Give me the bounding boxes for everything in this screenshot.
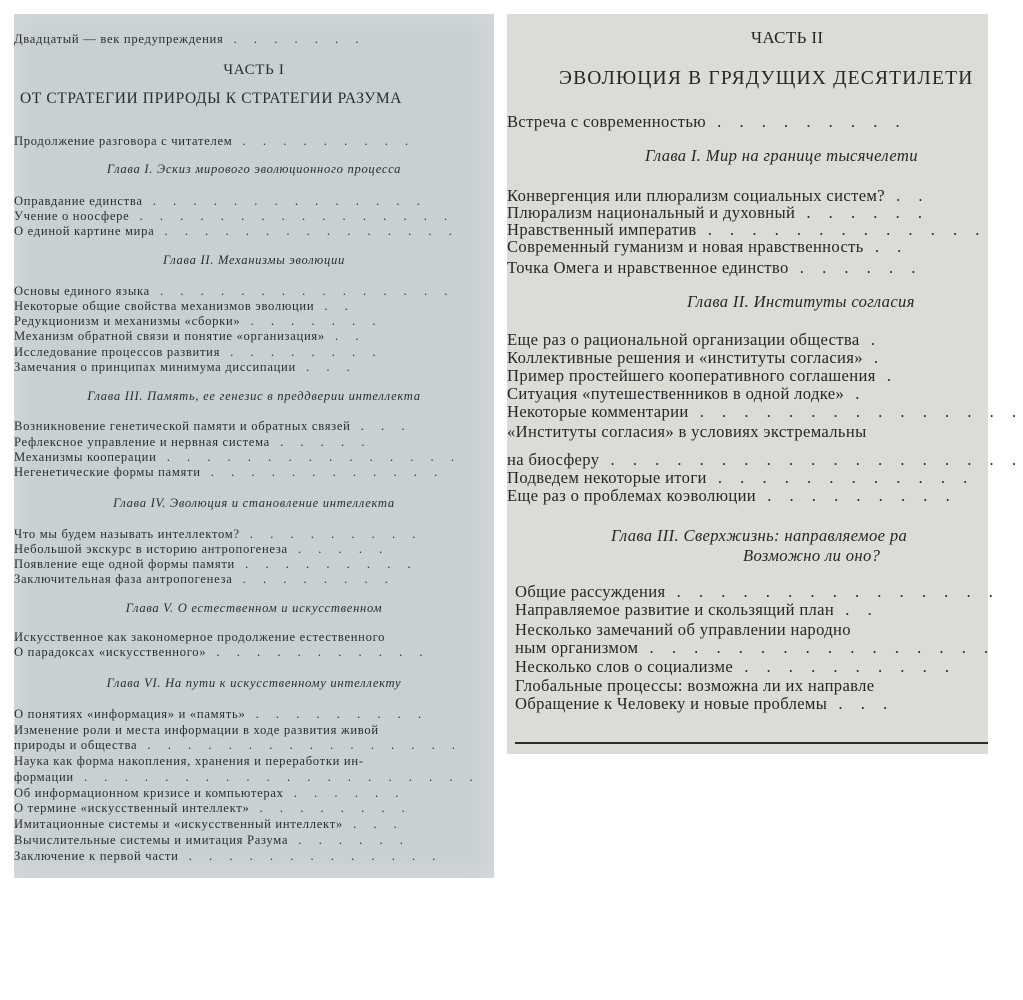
entry-text: Оправдание единства [14,194,143,208]
dot-leader: . . . . . . . . . . [733,657,957,676]
dot-leader: . . . . . . . . . [239,527,423,541]
entry-text: Точка Омега и нравственное единство [507,258,789,277]
toc-entry [14,527,422,542]
entry-text: О термине «искусственный интеллект» [14,801,250,815]
toc-entry [14,284,454,299]
entry-text: Учение о ноосфере [14,209,130,223]
entry-text: Имитационные системы и «искусственный интеллект» [14,817,343,831]
dot-leader: . . . . . . . . . [235,557,418,571]
entry-text: Коллективные решения и «институты согласия» [507,348,863,367]
dot-leader: . . . . . . . [240,314,383,328]
chapter-title-continued: Возможно ли оно? [743,546,881,565]
toc-entry [14,572,395,587]
toc-entry [507,348,885,368]
chapter-title: Глава I. Мир на границе тысячелети [645,146,918,165]
dot-leader: . . . . . . . . . . . . . [696,220,987,239]
dot-leader: . . . [342,817,404,831]
dot-leader: . . . . . . . . . . . [206,645,430,659]
toc-entry [14,645,430,660]
dot-leader: . . . . . . . . . [756,486,957,505]
entry-text: Конвергенция или плюрализм социальных систем? [507,186,885,205]
toc-entry [515,657,956,677]
dot-leader: . . . . . . . . . . . . . . . . [129,209,455,223]
entry-text: Что мы будем называть интеллектом? [14,527,240,541]
toc-entry [515,582,1000,602]
dot-leader: . . . . . . . . . [245,707,429,721]
toc-entry [507,237,908,257]
toc-entry [507,366,898,386]
toc-entry [14,738,462,753]
toc-entry [14,314,383,329]
dot-leader: . . [324,329,366,343]
dot-leader: . . [314,299,355,313]
dot-leader: . . . . . . . . [220,345,383,359]
toc-entry [14,707,428,722]
entry-text: Изменение роли и места информации в ходе развития живой [14,723,379,737]
toc-entry [14,801,412,816]
toc-entry [14,786,405,801]
entry-text: Об информационном кризисе и компьютерах [14,786,284,800]
dot-leader: . . . . . [269,435,372,449]
dot-leader: . . . . . . . . . . . . . . . . [638,638,996,657]
entry-text: «Институты согласия» в условиях экстремальны [507,422,867,441]
toc-entry [14,849,442,864]
toc-entry [507,486,957,506]
toc-entry [515,676,874,696]
dot-leader: . [875,366,898,385]
toc-entry [14,360,357,375]
entry-text: Вычислительные системы и имитация Разума [14,833,289,847]
entry-text: Редукционизм и механизмы «сборки» [14,314,241,328]
entry-text: Общие рассуждения [515,582,666,601]
dot-leader: . . [863,237,909,256]
toc-entry [14,630,385,645]
entry-text: Двадцатый — век предупреждения [14,32,224,46]
dot-leader: . . . [827,694,895,713]
toc-entry-intro [14,32,366,47]
toc-entry [14,754,364,769]
dot-leader: . . . . . . . . . . . . . . . . [137,738,463,752]
entry-text: О парадоксах «искусственного» [14,645,207,659]
toc-entry [14,557,418,572]
dot-leader: . . . . . . . . . [232,134,416,148]
dot-leader: . . . . . . . . . . . . . . . [688,402,1023,421]
chapter-title: Глава I. Эскиз мирового эволюционного процесса [106,162,402,176]
toc-entry [14,194,427,209]
entry-text: Заключительная фаза антропогенеза [14,572,233,586]
chapter-title: Глава II. Механизмы эволюции [163,253,345,267]
entry-text: Плюрализм национальный и духовный [507,203,796,222]
toc-entry-continuation [14,134,415,149]
entry-text: Наука как форма накопления, хранения и переработки ин- [14,754,364,768]
toc-entry [14,817,404,832]
dot-leader: . . . . . . . . . . . . . . . . . . . . [73,770,480,784]
part-label: ЧАСТЬ I [223,62,285,78]
entry-text: ным организмом [515,638,639,657]
part-title: ОТ СТРАТЕГИИ ПРИРОДЫ К СТРАТЕГИИ РАЗУМА [20,90,402,107]
dot-leader: . . . . . . . . . . . . [706,468,975,487]
entry-text: Некоторые общие свойства механизмов эволюции [14,299,315,313]
dot-leader: . . . . . . . . . [706,112,907,131]
entry-text: Небольшой экскурс в историю антропогенеза [14,542,288,556]
toc-entry [14,770,480,785]
left-page-scan [14,14,494,878]
entry-text: Заключение к первой части [14,849,179,863]
bottom-rule [515,742,988,744]
dot-leader: . . . . . . . [223,32,366,46]
entry-text: Несколько замечаний об управлении народно [515,620,851,639]
dot-leader: . . . [295,360,357,374]
right-page-scan [507,14,1023,754]
dot-leader: . . . . . . . . . . . . . [178,849,443,863]
dot-leader: . . . . . . . . . . . . . . [142,194,427,208]
entry-text: Возникновение генетической памяти и обратных связей [14,419,351,433]
chapter-title: Глава V. О естественном и искусственном [125,601,383,615]
dot-leader: . . . . . . [795,203,930,222]
entry-text: О понятиях «информация» и «память» [14,707,246,721]
part-label: ЧАСТЬ II [751,28,824,47]
entry-text: Встреча с современностью [507,112,706,131]
dot-leader: . . [884,186,930,205]
toc-entry [515,694,894,714]
chapter-title: Глава III. Память, ее генезис в преддверии интеллекта [87,389,421,403]
toc-entry [507,384,866,404]
chapter-title: Глава VI. На пути к искусственному интеллекту [106,676,402,690]
entry-text: Негенетические формы памяти [14,465,201,479]
toc-entry [507,258,922,278]
dot-leader: . . . . . . [788,258,923,277]
entry-text: природы и общества [14,738,138,752]
dot-leader: . [844,384,867,403]
entry-text: Механизмы кооперации [14,450,157,464]
toc-entry [14,224,459,239]
toc-entry [14,465,444,480]
toc-entry [507,422,867,442]
dot-leader: . . . . . . . . [249,801,412,815]
part-title: ЭВОЛЮЦИЯ В ГРЯДУЩИХ ДЕСЯТИЛЕТИ [559,68,974,89]
entry-text: Современный гуманизм и новая нравственность [507,237,864,256]
dot-leader: . [862,348,886,367]
entry-text: Глобальные процессы: возможна ли их направле [515,676,875,695]
entry-text: Продолжение разговора с читателем [14,134,233,148]
entry-text: О единой картине мира [14,224,155,238]
entry-text: Замечания о принципах минимума диссипации [14,360,296,374]
toc-entry [507,468,974,488]
toc-entry [14,345,382,360]
dot-leader: . . . . . . [283,786,406,800]
toc-entry [507,450,1023,470]
toc-entry-intro [507,112,907,132]
entry-text: Несколько слов о социализме [515,657,734,676]
dot-leader: . . . . . . . . . . . . . . . [154,224,459,238]
entry-text: Нравственный императив [507,220,697,239]
entry-text: Еще раз о проблемах коэволюции [507,486,757,505]
dot-leader: . . . . . . . . . . . . . . . . . . . [599,450,1023,469]
entry-text: Механизм обратной связи и понятие «организация» [14,329,325,343]
toc-entry [14,723,379,738]
entry-text: Некоторые комментарии [507,402,689,421]
chapter-title: Глава III. Сверхжизнь: направляемое ра [611,526,908,545]
entry-text: Исследование процессов развития [14,345,221,359]
toc-entry [515,638,995,658]
toc-entry [507,330,882,350]
dot-leader: . . . . . . . . . . . . . . . [665,582,1000,601]
entry-text: Пример простейшего кооперативного соглашения [507,366,876,385]
entry-text: Обращение к Человеку и новые проблемы [515,694,828,713]
chapter-title: Глава II. Институты согласия [687,292,915,311]
toc-entry [14,419,411,434]
chapter-title: Глава IV. Эволюция и становление интеллекта [113,496,395,510]
toc-entry [14,542,389,557]
dot-leader: . . . . . . [288,833,410,847]
dot-leader: . . . . . . . . [232,572,395,586]
entry-text: на биосферу [507,450,600,469]
toc-entry [515,600,879,620]
toc-entry [14,209,454,224]
dot-leader: . . . . . . . . . . . . . . . [156,450,461,464]
toc-entry [14,450,461,465]
entry-text: Рефлексное управление и нервная система [14,435,270,449]
dot-leader: . [859,330,882,349]
toc-entry [14,329,365,344]
entry-text: Появление еще одной формы памяти [14,557,235,571]
toc-entry [515,620,851,640]
toc-entry [14,299,355,314]
entry-text: Ситуация «путешественников в одной лодке» [507,384,845,403]
dot-leader: . . . . . . . . . . . . . . . [149,284,455,298]
toc-entry [14,435,371,450]
entry-text: Направляемое развитие и скользящий план [515,600,835,619]
toc-entry [507,402,1023,422]
dot-leader: . . . . . [287,542,390,556]
entry-text: Основы единого языка [14,284,150,298]
dot-leader: . . [834,600,879,619]
dot-leader: . . . . . . . . . . . . [200,465,445,479]
toc-entry [14,833,410,848]
entry-text: Подведем некоторые итоги [507,468,707,487]
entry-text: Еще раз о рациональной организации общества [507,330,860,349]
entry-text: формации [14,770,74,784]
entry-text: Искусственное как закономерное продолжение естественного [14,630,386,644]
dot-leader: . . . [350,419,412,433]
